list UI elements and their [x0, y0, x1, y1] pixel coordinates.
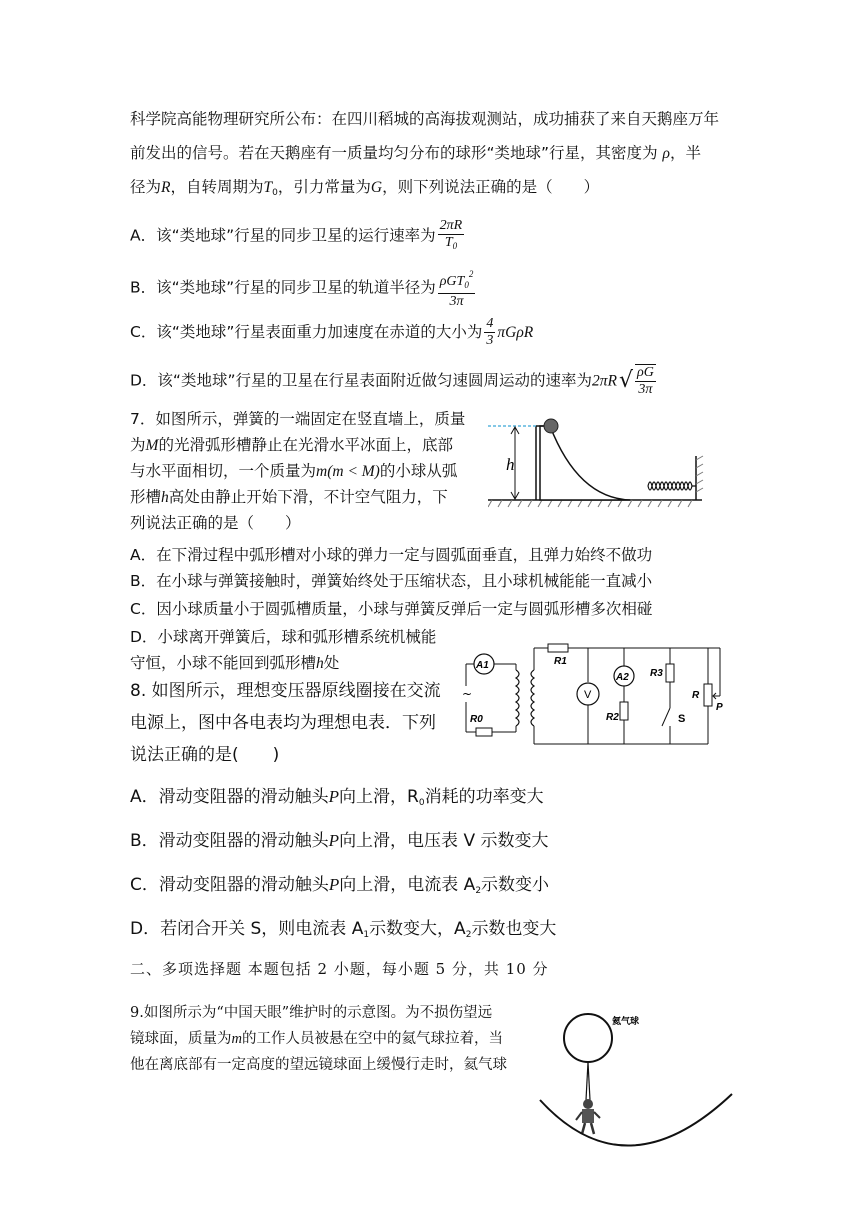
section-header-multiple-choice: 二、多项选择题 本题包括 2 小题，每小题 5 分，共 10 分 — [130, 960, 549, 978]
q8-option-b: B．滑动变阻器的滑动触头P向上滑，电压表 V 示数变大 — [130, 831, 549, 851]
q6-option-b: B．该“类地球”行星的同步卫星的轨道半径为 $\frac{\rho GT_0^2}{3\pi}$ — [130, 266, 477, 310]
q7-line-1: 7．如图所示，弹簧的一端固定在竖直墙上，质量 — [130, 410, 466, 428]
svg-text:R3: R3 — [650, 668, 663, 679]
q8-option-a: A．滑动变阻器的滑动触头P向上滑，$R_0$消耗的功率变大 — [130, 787, 544, 808]
svg-text:R1: R1 — [554, 656, 567, 667]
q7-line-5: 列说法正确的是（ ） — [130, 514, 301, 532]
svg-text:S: S — [678, 713, 686, 725]
q9-line-3: 他在离底部有一定高度的望远镜球面上缓慢行走时，氦气球 — [130, 1057, 507, 1073]
q6-line-3: 径为R，自转周期为$T_0$，引力常量为G，则下列说法正确的是（ ） — [130, 178, 600, 198]
q7-option-c: C．因小球质量小于圆弧槽质量，小球与弹簧反弹后一定与圆弧形槽多次相碰 — [130, 600, 653, 618]
q8-option-c: C．滑动变阻器的滑动触头P向上滑，电流表 $A_2$示数变小 — [130, 875, 550, 896]
q8-line-2: 电源上，图中各电表均为理想电表．下列 — [130, 713, 436, 733]
q7-line-3: 与水平面相切，一个质量为m(m < M)的小球从弧 — [130, 462, 458, 480]
svg-text:R0: R0 — [470, 714, 483, 725]
q6-option-c: C．该“类地球”行星表面重力加速度在赤道的大小为 $\frac{4}{3}$ πGρR — [130, 316, 534, 348]
q8-line-1: 8. 如图所示，理想变压器原线圈接在交流 — [130, 681, 441, 701]
q8-line-3: 说法正确的是( ) — [130, 745, 280, 765]
q6-line-2: 前发出的信号。若在天鹅座有一质量均匀分布的球形“类地球”行星，其密度为 ρ，半 — [130, 144, 701, 162]
svg-text:R2: R2 — [606, 712, 619, 723]
q7-line-4: 形槽h高处由静止开始下滑，不计空气阻力，下 — [130, 488, 448, 506]
q7-option-d-1: D．小球离开弹簧后，球和弧形槽系统机械能 — [130, 628, 437, 646]
svg-text:h: h — [506, 455, 515, 474]
q8-option-d: D．若闭合开关 S，则电流表 $A_1$示数变大，$A_2$示数也变大 — [130, 919, 557, 940]
q8-circuit-figure — [458, 640, 728, 750]
q7-figure — [488, 410, 708, 510]
q7-line-2: 为M的光滑弧形槽静止在光滑水平冰面上，底部 — [130, 436, 453, 454]
svg-text:R: R — [692, 690, 700, 701]
q7-option-a: A．在下滑过程中弧形槽对小球的弹力一定与圆弧面垂直，且弹力始终不做功 — [130, 546, 653, 564]
q9-line-2: 镜球面，质量为m的工作人员被悬在空中的氦气球拉着，当 — [130, 1031, 503, 1047]
svg-text:A2: A2 — [616, 672, 629, 683]
worker-icon — [576, 1099, 600, 1134]
svg-text:氦气球: 氦气球 — [612, 1017, 640, 1027]
q6-option-d: D．该“类地球”行星的卫星在行星表面附近做匀速圆周运动的速率为2πR√ $\frac{\rho G}{3\pi}$ — [130, 365, 654, 397]
q9-balloon-figure — [536, 1004, 736, 1184]
q6-option-a: A．该“类地球”行星的同步卫星的运行速率为 $\frac{2\pi R}{T_0}$ — [130, 218, 463, 251]
q7-option-d-2: 守恒，小球不能回到弧形槽h处 — [130, 654, 340, 672]
svg-text:P: P — [716, 702, 723, 713]
q6-line-1: 科学院高能物理研究所公布：在四川稻城的高海拔观测站，成功捕获了来自天鹅座万年 — [130, 110, 720, 128]
q9-line-1: 9.如图所示为“中国天眼”维护时的示意图。为不损伤望远 — [130, 1005, 493, 1021]
q7-option-b: B．在小球与弹簧接触时，弹簧始终处于压缩状态，且小球机械能能一直减小 — [130, 572, 653, 590]
svg-text:~: ~ — [462, 687, 473, 701]
svg-text:V: V — [584, 689, 592, 701]
svg-text:A1: A1 — [476, 660, 489, 671]
